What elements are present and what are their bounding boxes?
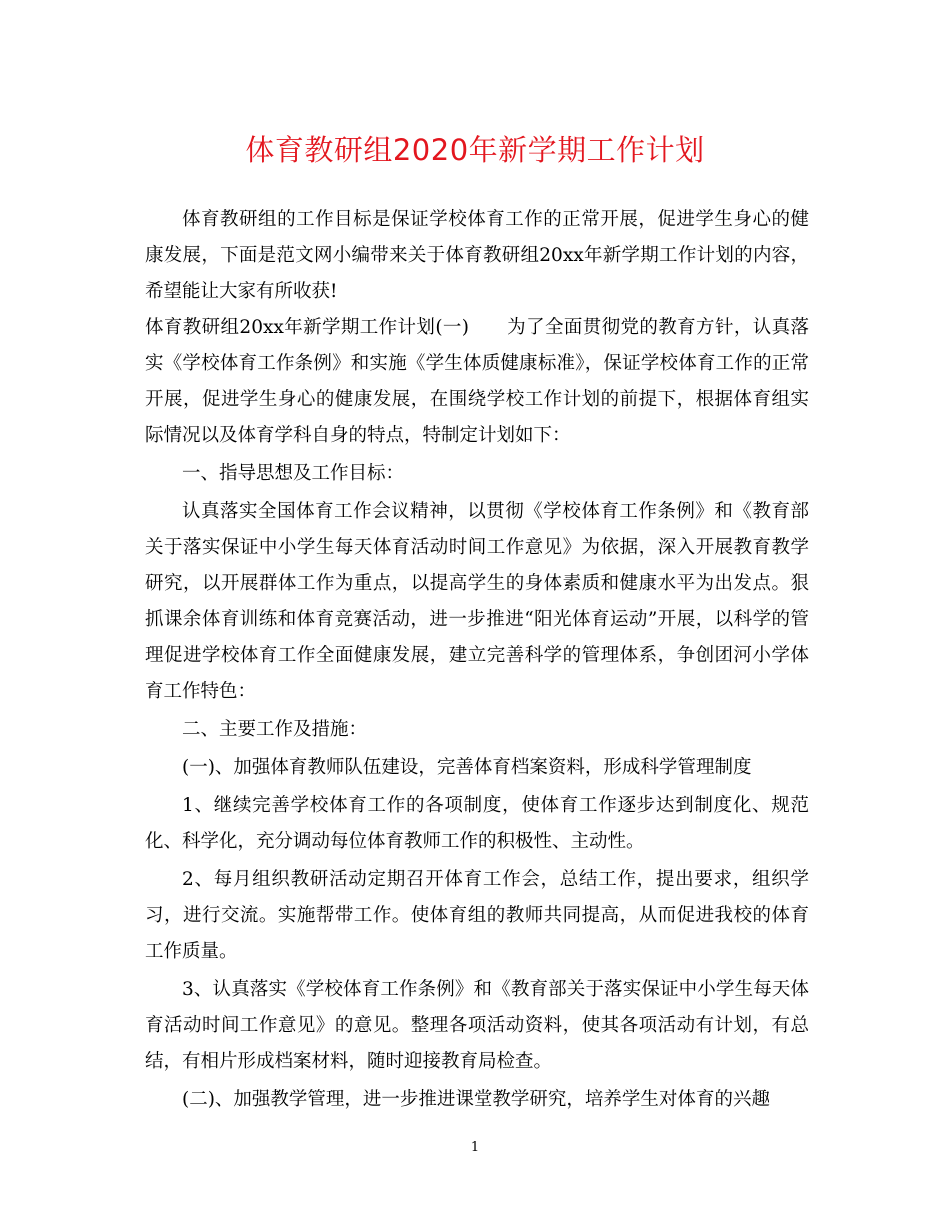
intro-paragraph: 体育教研组的工作目标是保证学校体育工作的正常开展，促进学生身心的健康发展，下面是范文网小编带来关于体育教研组20xx年新学期工作计划的内容，希望能让大家有所收获! bbox=[145, 209, 809, 302]
item-paragraph-3: 3、认真落实《学校体育工作条例》和《教育部关于落实保证中小学生每天体育活动时间工作意见》的意见。整理各项活动资料，使其各项活动有计划，有总结，有相片形成档案材料，随时迎接教育局检查。 bbox=[145, 979, 809, 1072]
section-heading-guiding-ideas: 一、指导思想及工作目标： bbox=[182, 463, 405, 484]
document-title: 体育教研组2020年新学期工作计划 bbox=[245, 133, 705, 167]
subsection-heading-teaching-management: (二)、加强教学管理，进一步推进课堂教学研究，培养学生对体育的兴趣 bbox=[182, 1089, 770, 1110]
document-body bbox=[145, 202, 809, 1118]
section-heading-main-work: 二、主要工作及措施： bbox=[182, 719, 368, 740]
page-number: 1 bbox=[470, 1140, 480, 1155]
item-paragraph-2: 2、每月组织教研活动定期召开体育工作会，总结工作，提出要求，组织学习，进行交流。实施帮带工作。使体育组的教师共同提高，从而促进我校的体育工作质量。 bbox=[145, 869, 809, 962]
subsection-heading-teacher-team: (一)、加强体育教师队伍建设，完善体育档案资料，形成科学管理制度 bbox=[182, 757, 752, 778]
item-paragraph-1: 1、继续完善学校体育工作的各项制度，使体育工作逐步达到制度化、规范化、科学化，充分调动每位体育教师工作的积极性、主动性。 bbox=[145, 795, 809, 852]
plan-intro-paragraph: 体育教研组20xx年新学期工作计划(一) 为了全面贯彻党的教育方针，认真落实《学校体育工作条例》和实施《学生体质健康标准》，保证学校体育工作的正常开展，促进学生身心的健康发展，在围绕学校工作计划的前提下，根据体育组实际情况以及体育学科自身的特点，特制定计划如下： bbox=[145, 317, 809, 446]
guiding-ideas-paragraph: 认真落实全国体育工作会议精神，以贯彻《学校体育工作条例》和《教育部关于落实保证中小学生每天体育活动时间工作意见》为依据，深入开展教育教学研究，以开展群体工作为重点，以提高学生的身体素质和健康水平为出发点。狠抓课余体育训练和体育竞赛活动，进一步推进“阳光体育运动”开展，以科学的管理促进学校体育工作全面健康发展，建立完善科学的管理体系，争创团河小学体育工作特色： bbox=[145, 501, 809, 702]
